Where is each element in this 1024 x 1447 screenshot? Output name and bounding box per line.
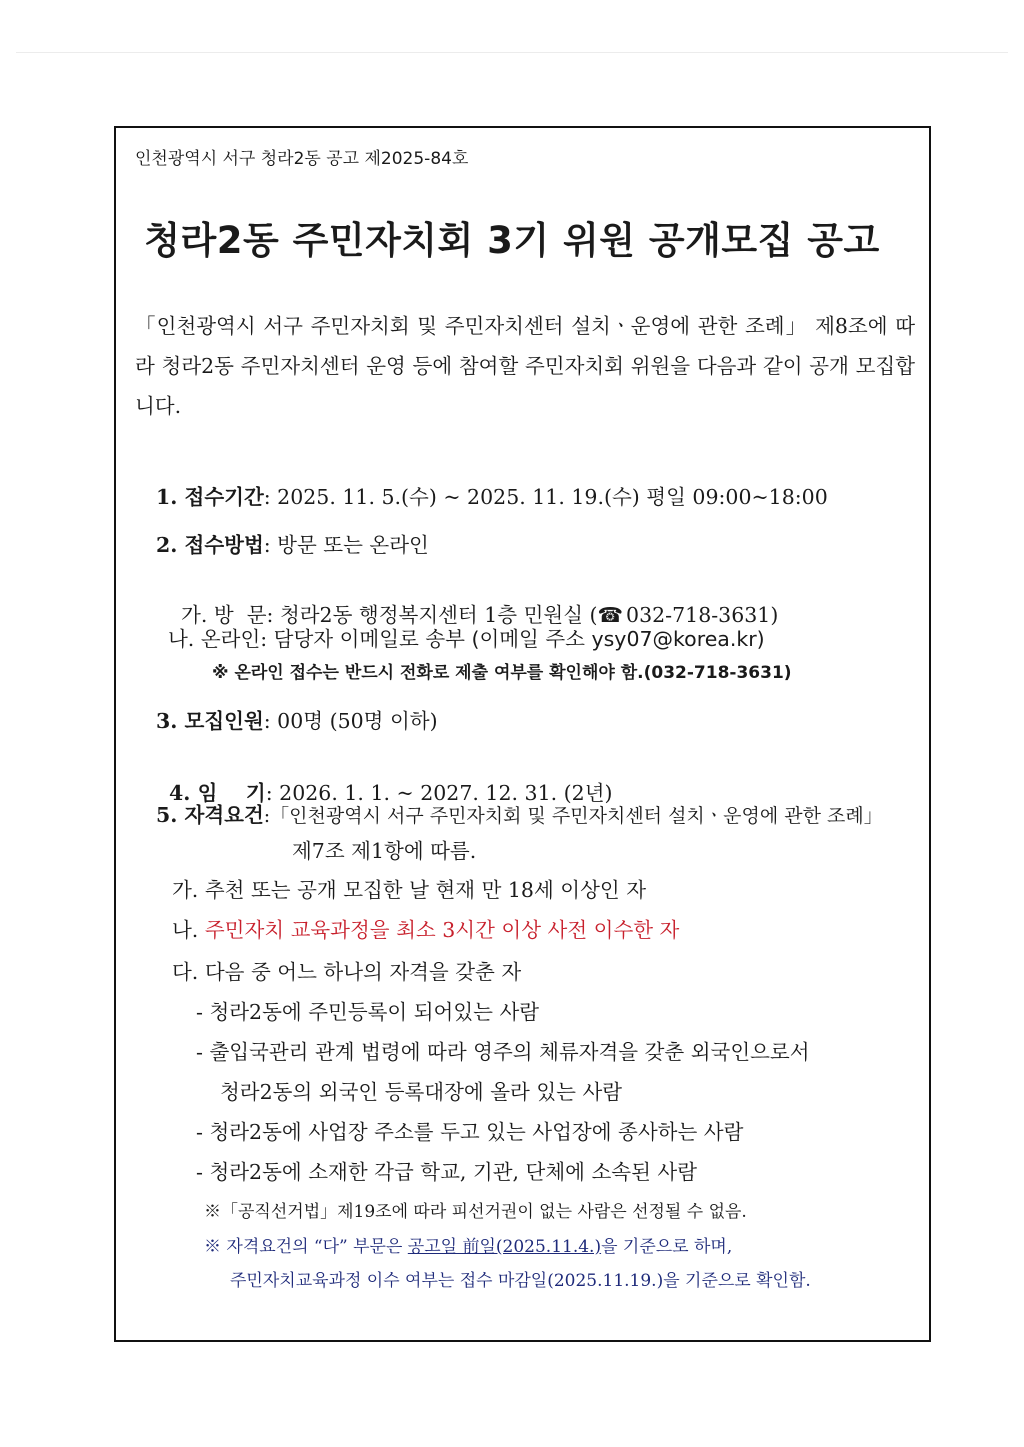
section-3 [156,704,438,734]
election-law-note: ※「공직선거법」제19조에 따라 피선거권이 없는 사람은 선정될 수 없음. [204,1202,747,1222]
section-2b-text: 나. 온라인: 담당자 이메일로 송부 [168,627,472,651]
section-1 [156,480,828,510]
section-4-value: : 2026. 1. 1. ~ 2027. 12. 31. (2년) [265,781,613,805]
email-address: (이메일 주소 ysy07@korea.kr) [471,627,765,651]
criteria-basis-note [204,1232,732,1257]
page-title: 청라2동 주민자치회 3기 위원 공개모집 공고 [144,219,880,262]
section-4-label: 4. 임 기 [169,781,266,805]
section-1-label: 1. 접수기간 [156,485,264,509]
section-5-value-line2: 제7조 제1항에 따름. [292,839,477,863]
section-2b [168,622,765,652]
criteria-item-4: - 청라2동에 소재한 각급 학교, 기관, 단체에 소속된 사람 [196,1160,697,1184]
education-basis-note: 주민자치교육과정 이수 여부는 접수 마감일(2025.11.19.)을 기준으로 확인함. [230,1271,811,1291]
section-2a-text: 가. 방 문: 청라2동 행정복지센터 1층 민원실 ( [181,603,598,627]
section-5b-prefix: 나. [172,918,205,942]
section-2-value: : 방문 또는 온라인 [263,533,429,557]
section-5-label: 5. 자격요건 [156,803,264,827]
section-5c: 다. 다음 중 어느 하나의 자격을 갖춘 자 [172,960,522,984]
section-5a: 가. 추천 또는 공개 모집한 날 현재 만 18세 이상인 자 [172,878,647,902]
section-2a [168,574,778,628]
criteria-item-1: - 청라2동에 주민등록이 되어있는 사람 [196,1000,540,1024]
section-2a-phone: 032-718-3631) [619,603,779,627]
section-5b [172,913,679,943]
section-1-value: : 2025. 11. 5.(수) ~ 2025. 11. 19.(수) 평일 09:00~18:00 [263,485,828,509]
section-5-value: :「인천광역시 서구 주민자치회 및 주민자치센터 설치ㆍ운영에 관한 조례」 [263,805,883,827]
notice-number: 인천광역시 서구 청라2동 공고 제2025-84호 [135,149,469,169]
criteria-basis-date: 공고일 前일(2025.11.4.) [407,1237,602,1257]
criteria-basis-text: ※ 자격요건의 “다” 부문은 [204,1237,408,1257]
criteria-basis-suffix: 을 기준으로 하며, [601,1237,733,1257]
section-5b-highlight: 주민자치 교육과정을 최소 3시간 이상 사전 이수한 자 [204,918,680,942]
intro-paragraph: 「인천광역시 서구 주민자치회 및 주민자치센터 설치ㆍ운영에 관한 조례」 제8조에 따라 청라2동 주민자치센터 운영 등에 참여할 주민자치회 위원을 다음과 같이 공개 모집합니다. [135,314,915,418]
online-note: ※ 온라인 접수는 반드시 전화로 제출 여부를 확인해야 함.(032-718-3631) [212,663,792,683]
section-5 [156,798,883,828]
section-2 [156,528,429,558]
section-3-label: 3. 모집인원 [156,709,264,733]
criteria-item-2-cont: 청라2동의 외국인 등록대장에 올라 있는 사람 [220,1080,623,1104]
telephone-icon: ☎ [597,603,624,627]
criteria-item-3: - 청라2동에 사업장 주소를 두고 있는 사업장에 종사하는 사람 [196,1120,744,1144]
page-top-rule [16,52,1008,53]
section-2-label: 2. 접수방법 [156,533,264,557]
criteria-item-2: - 출입국관리 관계 법령에 따라 영주의 체류자격을 갖춘 외국인으로서 [196,1040,810,1064]
section-3-value: : 00명 (50명 이하) [263,709,438,733]
